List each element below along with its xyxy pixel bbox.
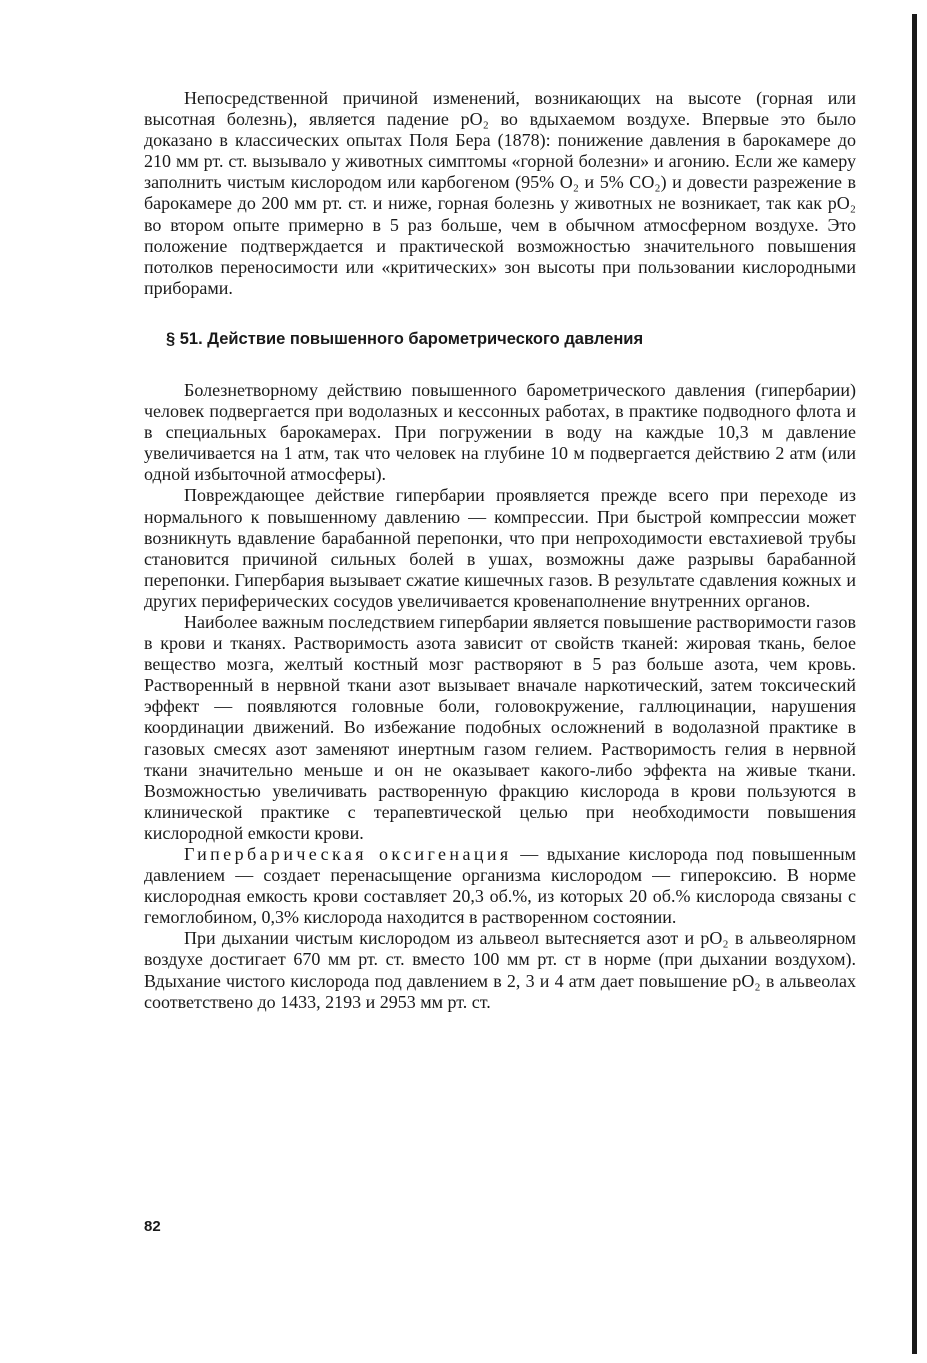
term-hyperbaric-oxygenation: Гипербарическая оксигенация: [184, 844, 512, 864]
paragraph-altitude-sickness: Непосредственной причиной изменений, возникающих на высоте (горная или высотная болезнь), является падение pO₂ во вдыхаемом воздухе. Впервые это было доказано в классических опытах Поля Бера (1878): понижение давления в барокамере до 210 мм рт. ст. вызывало у животных симптомы «горной болезни» и агонию. Если же камеру заполнить чистым кислородом или карбогеном (95% O₂ и 5% CO₂) и довести разрежение в барокамере до 200 мм рт. ст. и ниже, горная болезнь у животных не возникает, так как pO₂ во втором опыте примерно в 5 раз больше, чем в обычном атмосферном воздухе. Это положение подтверждается и практической возможностью значительного повышения потолков переносимости или «критических» зон высоты при пользовании кислородными приборами.: [144, 88, 856, 298]
paragraph-gas-solubility: Наиболее важным последствием гипербарии является повышение растворимости газов в крови и тканях. Растворимость азота зависит от свойств тканей: жировая ткань, белое вещество мозга, желтый костный мозг растворяют в 5 раз больше азота, чем кровь. Растворенный в нервной ткани азот вызывает вначале наркотический, затем токсический эффект — появляются головные боли, головокружение, галлюцинации, нарушения координации движений. Во избежание подобных осложнений в водолазной практике в газовых смесях азот заменяют инертным газом гелием. Растворимость гелия в нервной ткани значительно меньше и он не оказывает какого-либо эффекта на живые ткани. Возможностью увеличивать растворенную фракцию кислорода в крови пользуются в клинической практике с терапевтической целью при необходимости повышения кислородной емкости крови.: [144, 611, 856, 843]
paragraph-hyperbaria-intro: Болезнетворному действию повышенного барометрического давления (гипербарии) человек подвергается при водолазных и кессонных работах, в практике подводного флота и в специальных барокамерах. При погружении в воду на каждые 10,3 м давление увеличивается на 1 атм, так что человек на глубине 10 м подвергается действию 2 атм (или одной избыточной атмосферы).: [144, 379, 856, 485]
section-title: § 51. Действие повышенного барометрического давления: [166, 329, 644, 348]
page-text: [144, 88, 856, 1013]
paragraph-compression: Повреждающее действие гипербарии проявляется прежде всего при переходе из нормального к повышенному давлению — компрессии. При быстрой компрессии может возникнуть вдавление барабанной перепонки, что при непроходимости евстахиевой трубы становится причиной сильных болей в ушах, возможны даже разрывы барабанной перепонки. Гипербария вызывает сжатие кишечных газов. В результате сдавления кожных и других периферических сосудов увеличивается кровенаполнение внутренних органов.: [144, 485, 856, 611]
page-edge-line: [912, 14, 917, 1354]
paragraph-hyperbaric-oxygenation-text: — вдыхание кислорода под повышенным давлением — создает перенасыщение организма кислородом — гипероксию. В норме кислородная емкость крови составляет 20,3 об.%, из которых 20 об.% кислорода связаны с гемоглобином, 0,3% кислорода находится в растворенном состоянии.: [144, 844, 857, 928]
paragraph-pure-oxygen: При дыхании чистым кислородом из альвеол вытесняется азот и pO₂ в альвеолярном воздухе достигает 670 мм рт. ст. вместо 100 мм рт. ст в норме (при дыхании воздухом). Вдыхание чистого кислорода под давлением в 2, 3 и 4 атм дает повышение pO₂ в альвеолах соответствено до 1433, 2193 и 2953 мм рт. ст.: [144, 928, 856, 1012]
page-number: 82: [144, 1218, 161, 1235]
paragraph-hyperbaric-oxygenation: [144, 844, 856, 928]
